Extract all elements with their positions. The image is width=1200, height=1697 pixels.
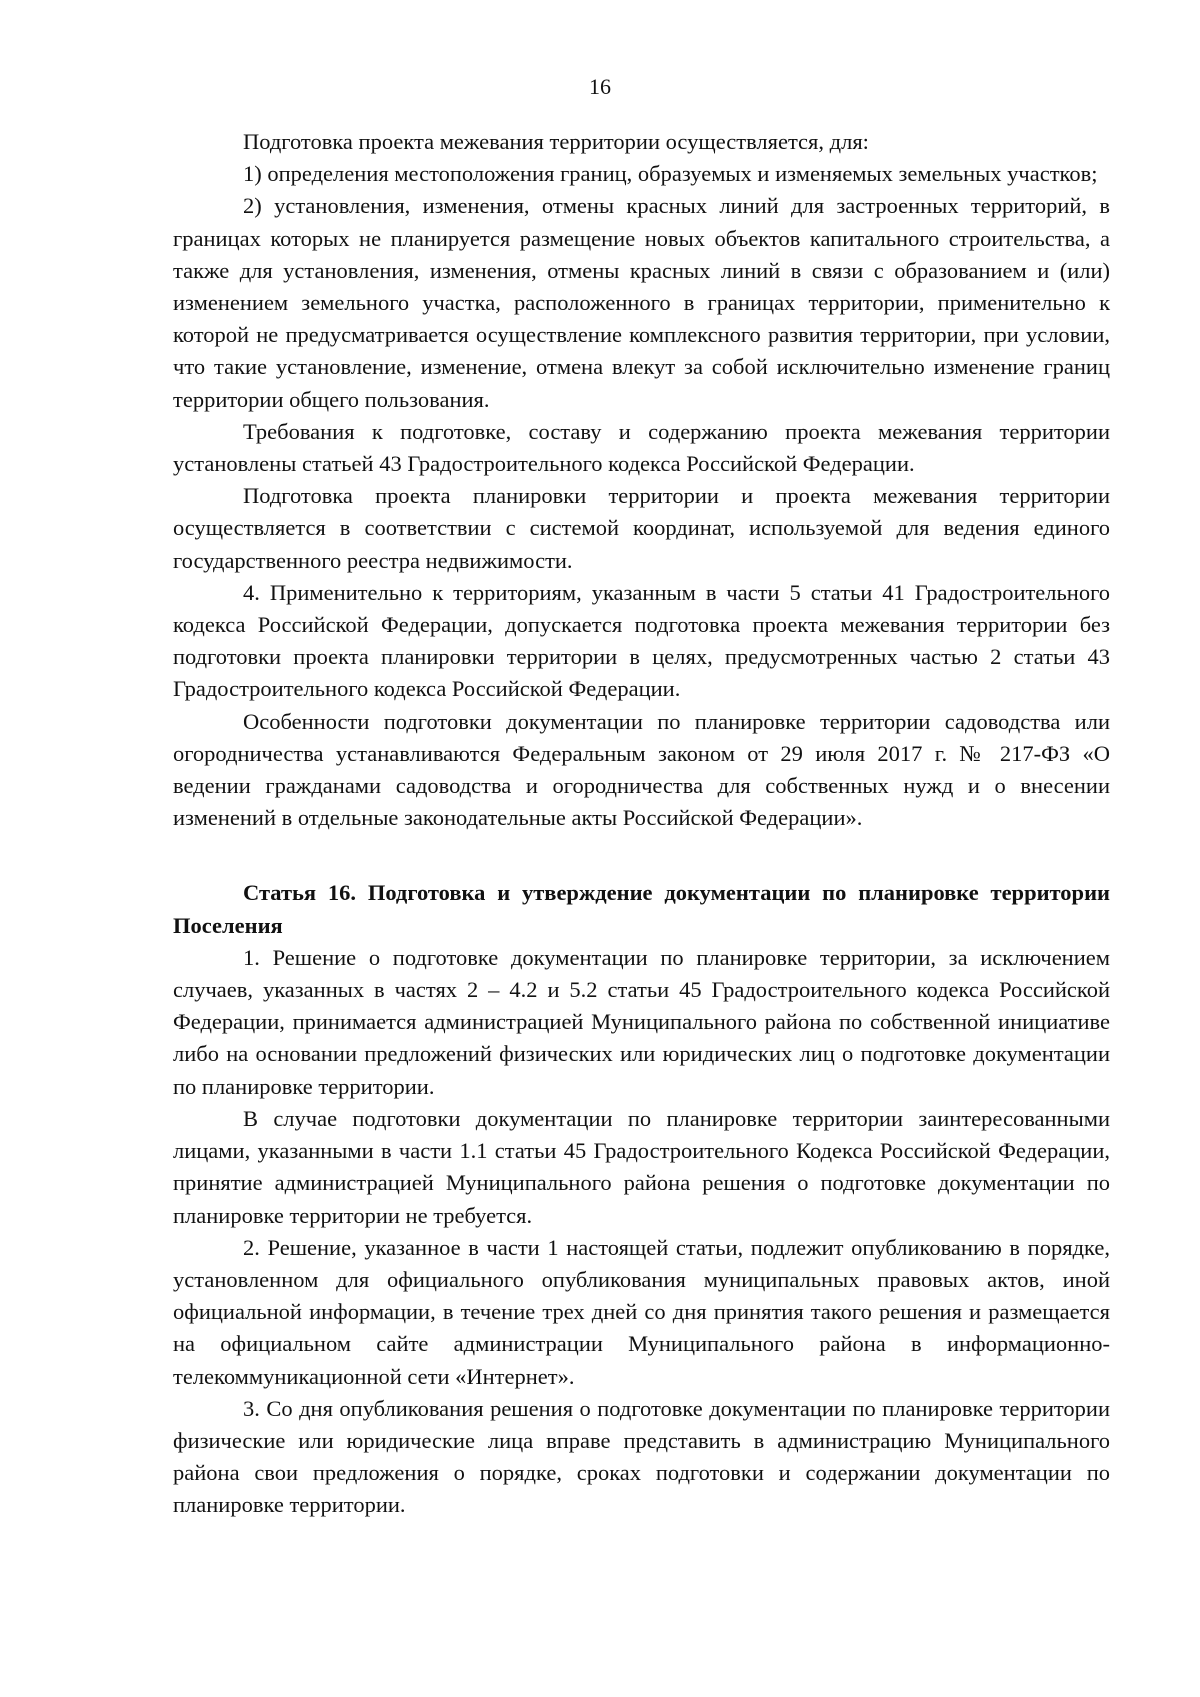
page-content bbox=[173, 126, 1110, 1522]
article-heading: Статья 16. Подготовка и утверждение документации по планировке территории Поселения bbox=[173, 880, 1110, 938]
paragraph-gardening-law: Особенности подготовки документации по планировке территории садоводства или огородничества устанавливаются Федеральным законом от 29 июля 2017 г. № 217-ФЗ «О ведении гражданами садоводства и огородничества для собственных нужд и о внесении изменений в отдельные законодательные акты Российской Федерации». bbox=[173, 708, 1110, 831]
paragraph-clause-1: 1. Решение о подготовке документации по планировке территории, за исключением случаев, указанных в частях 2 – 4.2 и 5.2 статьи 45 Градостроительного кодекса Российской Федерации, принимается администрацией Муниципального района по собственной инициативе либо на основании предложений физических или юридических лиц о подготовке документации по планировке территории. bbox=[173, 944, 1110, 1099]
paragraph-coordinate-system: Подготовка проекта планировки территории и проекта межевания территории осуществляется в соответствии с системой координат, используемой для ведения единого государственного реестра недвижимости. bbox=[173, 483, 1110, 573]
page-number: 16 bbox=[589, 74, 611, 99]
paragraph-clause-4: 4. Применительно к территориям, указанным в части 5 статьи 41 Градостроительного кодекса Российской Федерации, допускается подготовка проекта межевания территории без подготовки проекта планировки территории в целях, предусмотренных частью 2 статьи 43 Градостроительного кодекса Российской Федерации. bbox=[173, 579, 1110, 702]
paragraph-purpose-intro: Подготовка проекта межевания территории осуществляется, для: bbox=[243, 129, 869, 154]
paragraph-interested-parties: В случае подготовки документации по планировке территории заинтересованными лицами, указанными в части 1.1 статьи 45 Градостроительного Кодекса Российской Федерации, принятие администрацией Муниципального района решения о подготовке документации по планировке территории не требуется. bbox=[173, 1105, 1110, 1228]
paragraph-item-1: 1) определения местоположения границ, образуемых и изменяемых земельных участков; bbox=[243, 161, 1098, 187]
paragraph-requirements: Требования к подготовке, составу и содержанию проекта межевания территории установлены статьей 43 Градостроительного кодекса Российской Федерации. bbox=[173, 418, 1110, 477]
paragraph-clause-2: 2. Решение, указанное в части 1 настоящей статьи, подлежит опубликованию в порядке, установленном для официального опубликования муниципальных правовых актов, иной официальной информации, в течение трех дней со дня принятия такого решения и размещается на официальном сайте администрации Муниципального района в информационно-телекоммуникационной сети «Интернет». bbox=[173, 1234, 1110, 1389]
paragraph-item-2: 2) установления, изменения, отмены красных линий для застроенных территорий, в границах которых не планируется размещение новых объектов капитального строительства, а также для установления, изменения, отмены красных линий в связи с образованием и (или) изменением земельного участка, расположенного в границах территории, применительно к которой не предусматривается осуществление комплексного развития территории, при условии, что такие установление, изменение, отмена влекут за собой исключительно изменение границ территории общего пользования. bbox=[173, 193, 1110, 412]
paragraph-clause-3: 3. Со дня опубликования решения о подготовке документации по планировке территории физические или юридические лица вправе представить в администрацию Муниципального района свои предложения о порядке, сроках подготовки и содержании документации по планировке территории. bbox=[173, 1395, 1110, 1518]
